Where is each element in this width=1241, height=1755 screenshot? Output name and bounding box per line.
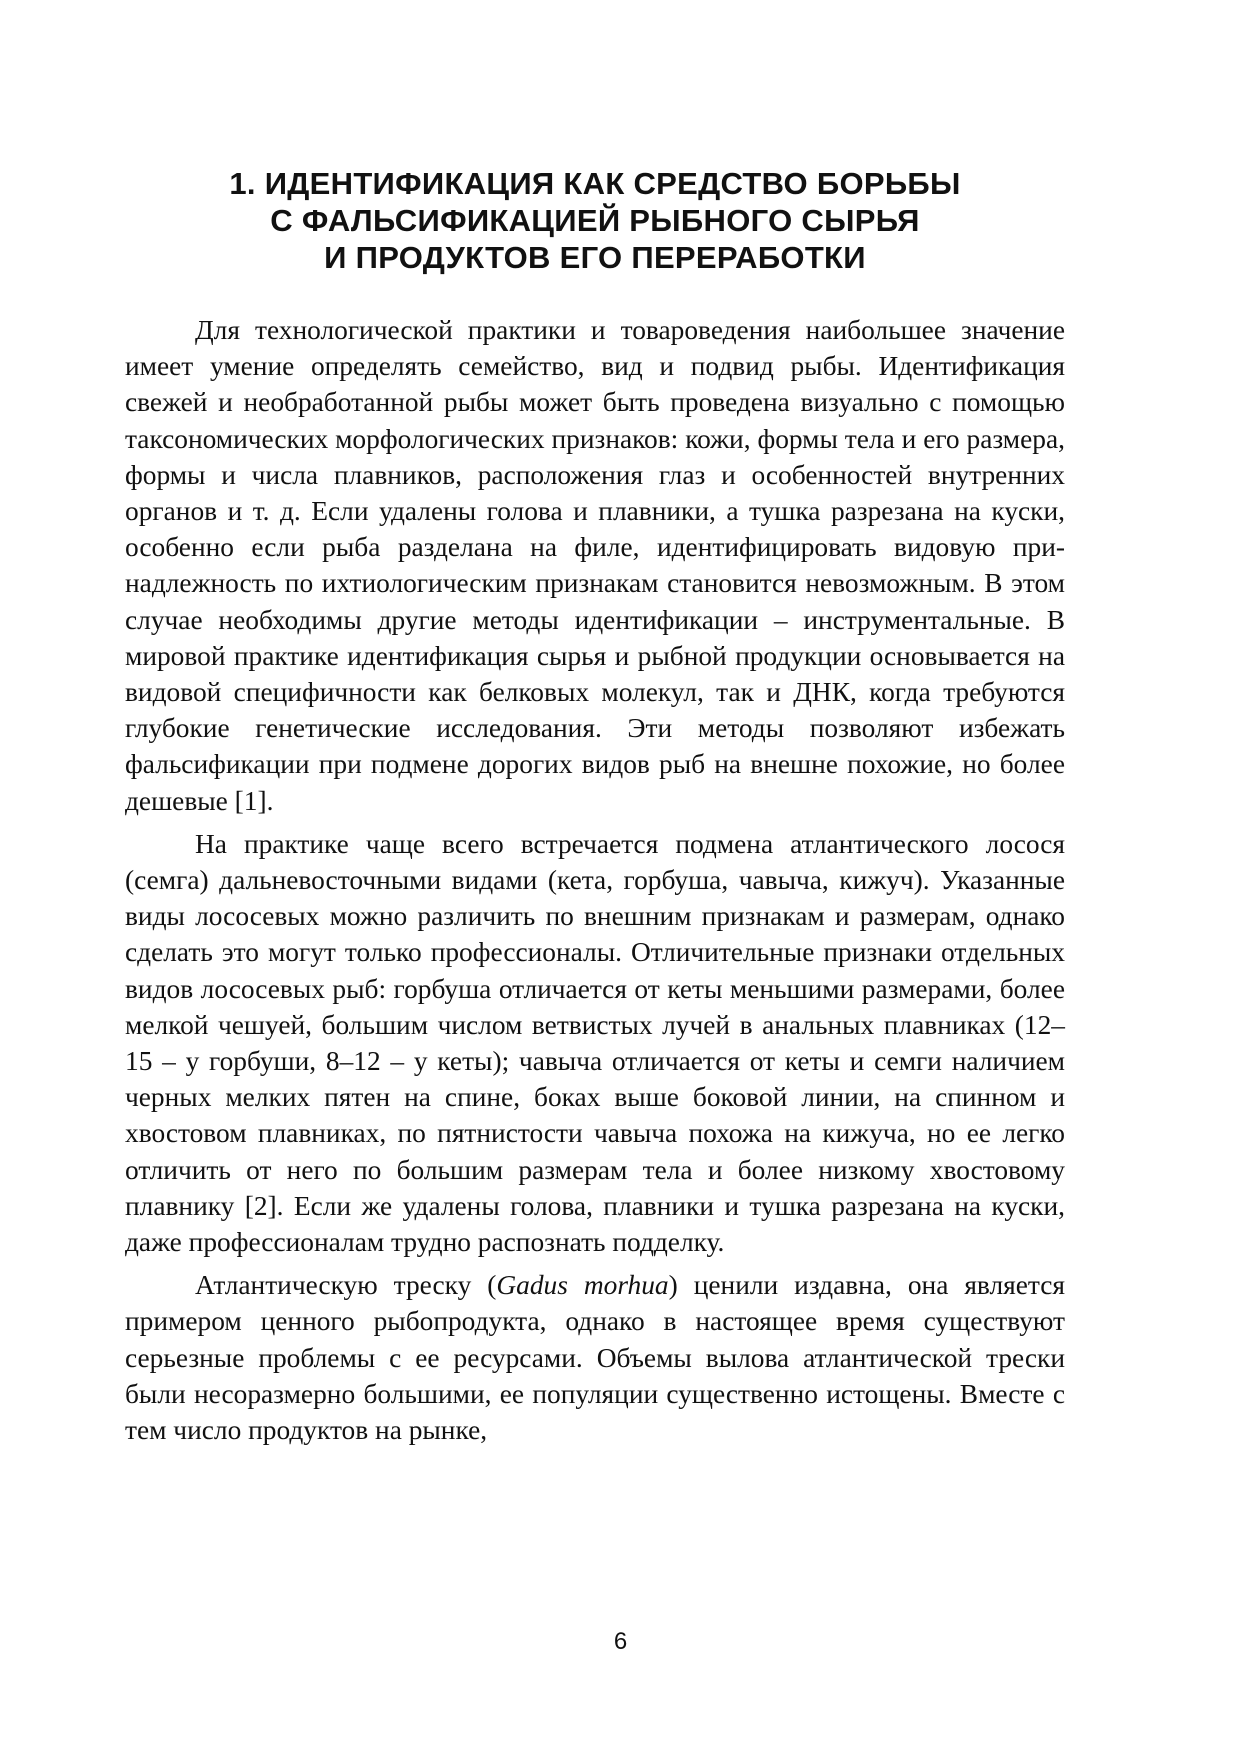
paragraph-3 [125, 1267, 1065, 1448]
chapter-title-line-3: И ПРОДУКТОВ ЕГО ПЕРЕРАБОТКИ [324, 240, 866, 275]
chapter-title-line-1: 1. ИДЕНТИФИКАЦИЯ КАК СРЕДСТВО БОРЬБЫ [229, 166, 961, 201]
chapter-title [120, 165, 1070, 276]
paragraph-1: Для технологической практики и товароведения наибольшее значение имеет умение определять семейство, вид и подвид рыбы. Идентификация свежей и необработанной рыбы может быть проведена визуально с помощью таксономических морфологических признаков: кожи, формы тела и его размера, формы и числа плавников, расположения глаз и особенностей внутренних органов и т. д. Если удалены голова и плавники, а тушка разрезана на куски, особенно если рыба разделана на филе, идентифицировать видовую принадлежность по ихтиологическим признакам становится невозможным. В этом случае необходимы другие методы идентификации – инструментальные. В мировой практике идентификация сырья и рыбной продукции основывается на видовой специфичности как белковых молекул, так и ДНК, когда требуются глубокие генетические исследования. Эти методы позволяют избежать фальсификации при подмене дорогих видов рыб на внешне похожие, но более дешевые [1]. [125, 315, 1065, 816]
body-text [125, 312, 1065, 1448]
species-latin-name: Gadus morhua [496, 1270, 669, 1301]
paragraph-2: На практике чаще всего встречается подмена атлантического лосося (семга) дальневосточными видами (кета, горбуша, чавыча, кижуч). Указанные виды лососевых можно различить по внешним признакам и размерам, однако сделать это могут только профессионалы. Отличительные признаки отдельных видов лососевых рыб: горбуша отличается от кеты меньшими размерами, более мелкой чешуей, большим числом ветвистых лучей в анальных плавниках (12–15 – у горбуши, 8–12 – у кеты); чавыча отличается от кеты и семги наличием черных мелких пятен на спине, боках выше боковой линии, на спинном и хвостовом плавниках, по пятнистости чавыча похожа на кижуча, но ее легко отличить от него по большим размерам тела и более низкому хвостовому плавнику [2]. Если же удалены голова, плавники и тушка разрезана на куски, даже профессионалам трудно распознать подделку. [125, 828, 1065, 1258]
paragraph-3-start: Атлантическую треску ( [195, 1270, 497, 1301]
chapter-title-line-2: С ФАЛЬСИФИКАЦИЕЙ РЫБНОГО СЫРЬЯ [270, 203, 920, 238]
page-number: 6 [613, 1628, 628, 1655]
paragraph-3-rest: ) ценили издавна, она является примером ценного рыбопродукта, однако в настоящее время существуют серьезные проблемы с ее ресурсами. Объемы вылова атлантической трески были несоразмерно большими, ее популяции существенно истощены. Вместе с тем число продуктов на рынке, [125, 1270, 1065, 1446]
